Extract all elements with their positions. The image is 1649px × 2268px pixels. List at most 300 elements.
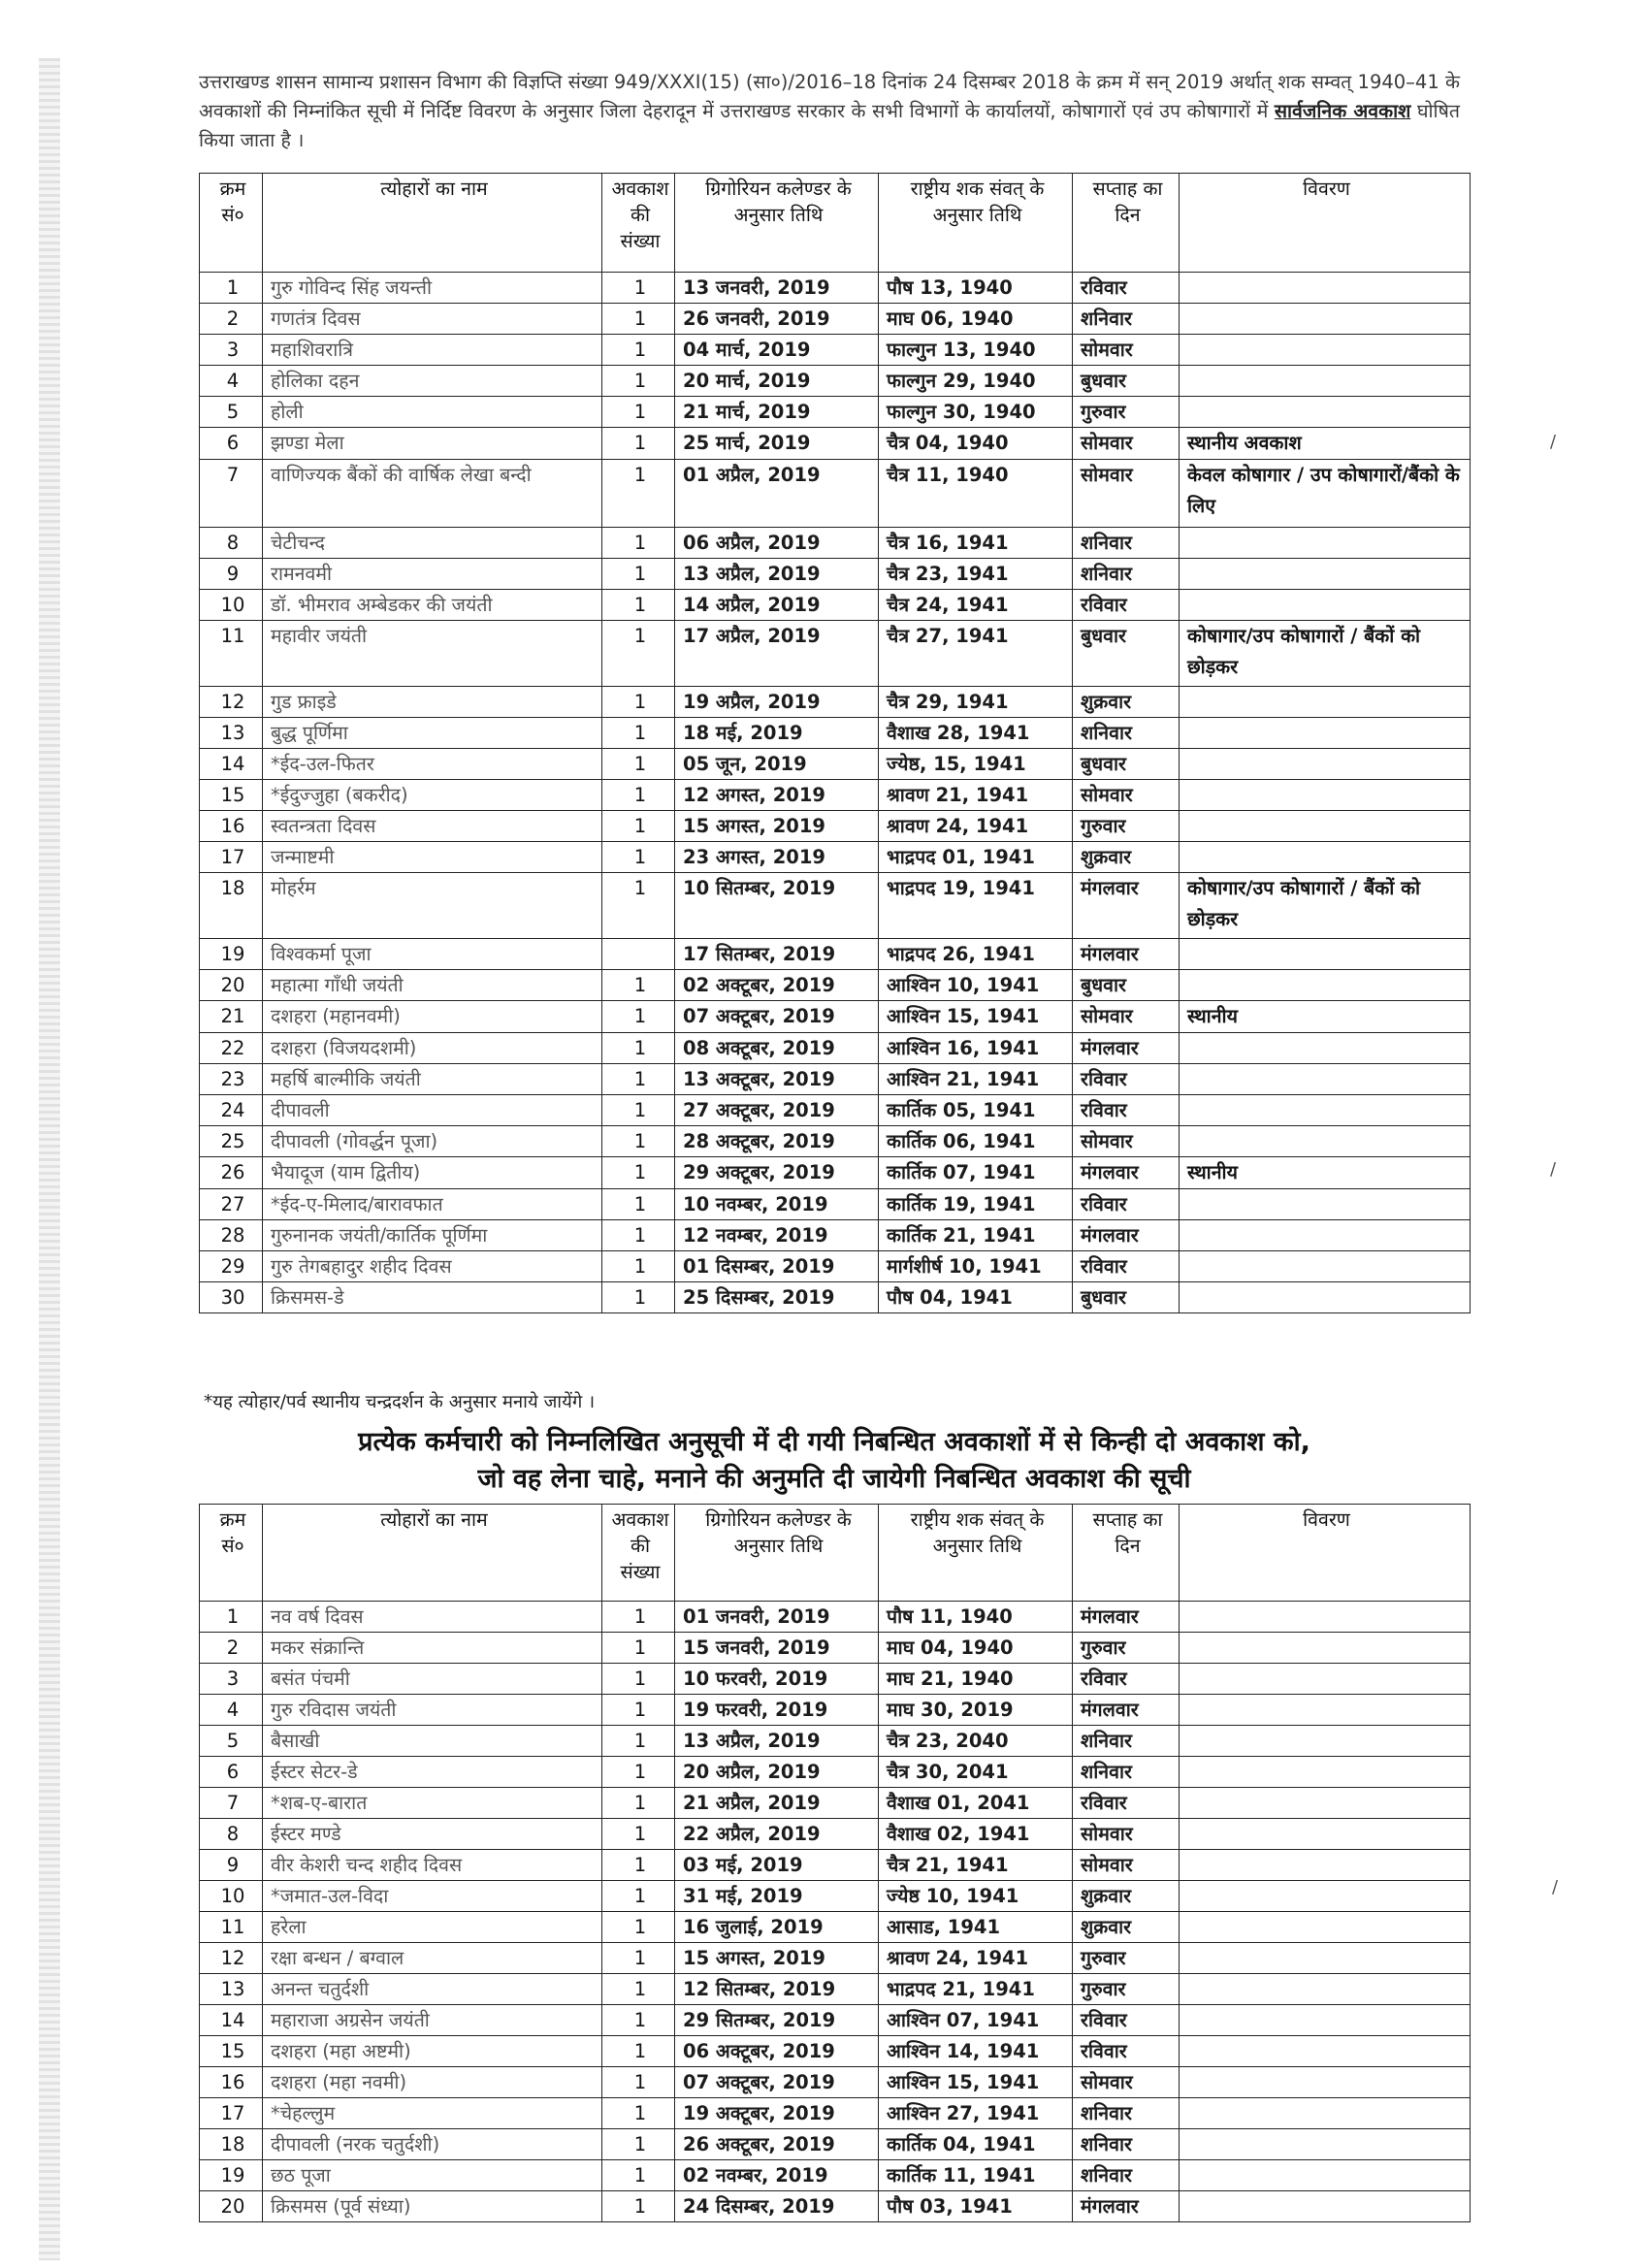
row-name: मोहर्रम <box>263 873 602 939</box>
restricted-heading <box>199 1424 1470 1498</box>
row-shaka-date: चैत्र 29, 1941 <box>879 687 1073 718</box>
row-greg-date: 14 अप्रैल, 2019 <box>675 590 879 621</box>
row-count: 1 <box>602 428 675 460</box>
row-greg-date: 13 अप्रैल, 2019 <box>675 1726 879 1757</box>
row-greg-date: 06 अप्रैल, 2019 <box>675 528 879 559</box>
col-header-shaka: राष्ट्रीय शक संवत् के अनुसार तिथि <box>879 174 1073 273</box>
row-name: वीर केशरी चन्द शहीद दिवस <box>263 1850 602 1881</box>
row-sno: 19 <box>200 939 263 970</box>
restricted-heading-line1: प्रत्येक कर्मचारी को निम्नलिखित अनुसूची में दी गयी निबन्धित अवकाशों में से किन्ही दो अवकाश को, <box>358 1427 1310 1457</box>
row-greg-date: 07 अक्टूबर, 2019 <box>675 1001 879 1033</box>
row-remark <box>1180 397 1471 428</box>
row-shaka-date: आश्विन 15, 1941 <box>879 2067 1073 2098</box>
row-name: महाशिवरात्रि <box>263 335 602 366</box>
row-shaka-date: भाद्रपद 01, 1941 <box>879 842 1073 873</box>
table-row <box>200 1819 1471 1850</box>
row-name: *शब-ए-बारात <box>263 1788 602 1819</box>
row-count: 1 <box>602 2098 675 2129</box>
row-count: 1 <box>602 1943 675 1974</box>
row-sno: 19 <box>200 2160 263 2191</box>
table-header-row <box>200 174 1471 273</box>
row-name: दशहरा (महानवमी) <box>263 1001 602 1033</box>
row-day: रविवार <box>1073 1788 1180 1819</box>
restricted-holidays-table <box>199 1504 1471 2222</box>
footnote: *यह त्योहार/पर्व स्थानीय चन्द्रदर्शन के अनुसार मनाये जायेंगे । <box>204 1392 596 1412</box>
row-count: 1 <box>602 304 675 335</box>
row-name: नव वर्ष दिवस <box>263 1602 602 1633</box>
row-shaka-date: पौष 03, 1941 <box>879 2191 1073 2222</box>
row-shaka-date: मार्गशीर्ष 10, 1941 <box>879 1251 1073 1282</box>
row-day: शनिवार <box>1073 718 1180 749</box>
table-row <box>200 1788 1471 1819</box>
row-sno: 6 <box>200 428 263 460</box>
row-remark <box>1180 1095 1471 1126</box>
intro-text: उत्तराखण्ड शासन सामान्य प्रशासन विभाग की विज्ञप्ति संख्या 949/XXXI(15) (सा०)/2016–18 दिनांक 24 दिसम्बर 2018 के क्रम में सन् 2019 अर्थात् शक सम्वत् 1940–41 के अवकाशों की निम्नांकित सूची में निर्दिष्ट विवरण के अनुसार जिला देहरादून में उत्तराखण्ड सरकार के सभी विभागों के कार्यालयों, कोषागारों एवं उप कोषागारों में <box>199 71 1460 122</box>
row-shaka-date: चैत्र 21, 1941 <box>879 1850 1073 1881</box>
row-sno: 16 <box>200 811 263 842</box>
row-remark <box>1180 687 1471 718</box>
row-count: 1 <box>602 2067 675 2098</box>
row-greg-date: 31 मई, 2019 <box>675 1881 879 1912</box>
row-greg-date: 01 दिसम्बर, 2019 <box>675 1251 879 1282</box>
row-shaka-date: कार्तिक 04, 1941 <box>879 2129 1073 2160</box>
row-shaka-date: चैत्र 16, 1941 <box>879 528 1073 559</box>
row-count: 1 <box>602 1064 675 1095</box>
row-day: सोमवार <box>1073 2067 1180 2098</box>
row-sno: 18 <box>200 2129 263 2160</box>
row-name: गुड फ्राइडे <box>263 687 602 718</box>
row-sno: 13 <box>200 1974 263 2005</box>
row-remark: केवल कोषागार / उप कोषागारों/बैंको के लिए <box>1180 460 1471 528</box>
row-remark <box>1180 528 1471 559</box>
row-sno: 2 <box>200 304 263 335</box>
row-greg-date: 22 अप्रैल, 2019 <box>675 1819 879 1850</box>
row-remark <box>1180 1788 1471 1819</box>
row-greg-date: 10 फरवरी, 2019 <box>675 1664 879 1695</box>
table-row <box>200 811 1471 842</box>
row-remark <box>1180 842 1471 873</box>
row-name: बसंत पंचमी <box>263 1664 602 1695</box>
table-row <box>200 528 1471 559</box>
row-name: डॉ. भीमराव अम्बेडकर की जयंती <box>263 590 602 621</box>
row-greg-date: 19 फरवरी, 2019 <box>675 1695 879 1726</box>
row-day: बुधवार <box>1073 970 1180 1001</box>
row-greg-date: 27 अक्टूबर, 2019 <box>675 1095 879 1126</box>
row-greg-date: 13 अप्रैल, 2019 <box>675 559 879 590</box>
row-count: 1 <box>602 1001 675 1033</box>
row-count: 1 <box>602 460 675 528</box>
row-day: शुक्रवार <box>1073 1912 1180 1943</box>
row-sno: 22 <box>200 1033 263 1064</box>
table-row <box>200 873 1471 939</box>
row-name: महाराजा अग्रसेन जयंती <box>263 2005 602 2036</box>
row-shaka-date: चैत्र 23, 2040 <box>879 1726 1073 1757</box>
row-name: दशहरा (महा अष्टमी) <box>263 2036 602 2067</box>
col-header-shaka: राष्ट्रीय शक संवत् के अनुसार तिथि <box>879 1505 1073 1602</box>
row-count: 1 <box>602 1126 675 1157</box>
row-shaka-date: कार्तिक 07, 1941 <box>879 1157 1073 1189</box>
row-name: भैयादूज (याम द्वितीय) <box>263 1157 602 1189</box>
row-day: सोमवार <box>1073 1819 1180 1850</box>
row-day: रविवार <box>1073 1664 1180 1695</box>
row-shaka-date: वैशाख 28, 1941 <box>879 718 1073 749</box>
row-shaka-date: आश्विन 14, 1941 <box>879 2036 1073 2067</box>
row-day: सोमवार <box>1073 460 1180 528</box>
table-row <box>200 2129 1471 2160</box>
table-row <box>200 1602 1471 1633</box>
row-count: 1 <box>602 1251 675 1282</box>
row-count: 1 <box>602 1602 675 1633</box>
row-count: 1 <box>602 749 675 780</box>
row-day: गुरुवार <box>1073 397 1180 428</box>
margin-mark: / <box>1552 1877 1559 1897</box>
row-sno: 6 <box>200 1757 263 1788</box>
table-row <box>200 2005 1471 2036</box>
row-remark <box>1180 273 1471 304</box>
row-shaka-date: भाद्रपद 26, 1941 <box>879 939 1073 970</box>
row-remark <box>1180 1664 1471 1695</box>
row-name: गुरु तेगबहादुर शहीद दिवस <box>263 1251 602 1282</box>
row-remark: स्थानीय <box>1180 1157 1471 1189</box>
row-sno: 11 <box>200 621 263 687</box>
row-sno: 27 <box>200 1189 263 1220</box>
table-row <box>200 1251 1471 1282</box>
row-sno: 23 <box>200 1064 263 1095</box>
row-day: शनिवार <box>1073 304 1180 335</box>
col-header-count: अवकाश की संख्या <box>602 1505 675 1602</box>
row-count: 1 <box>602 1726 675 1757</box>
row-greg-date: 29 सितम्बर, 2019 <box>675 2005 879 2036</box>
row-name: *ईद-उल-फितर <box>263 749 602 780</box>
row-name: दशहरा (महा नवमी) <box>263 2067 602 2098</box>
table-row <box>200 1695 1471 1726</box>
row-name: रक्षा बन्धन / बग्वाल <box>263 1943 602 1974</box>
table-row <box>200 1757 1471 1788</box>
row-day: बुधवार <box>1073 1282 1180 1313</box>
table-row <box>200 2191 1471 2222</box>
row-greg-date: 13 जनवरी, 2019 <box>675 273 879 304</box>
row-remark <box>1180 939 1471 970</box>
table-row <box>200 1095 1471 1126</box>
row-shaka-date: आश्विन 10, 1941 <box>879 970 1073 1001</box>
table-row <box>200 460 1471 528</box>
row-remark <box>1180 718 1471 749</box>
row-count: 1 <box>602 718 675 749</box>
row-greg-date: 23 अगस्त, 2019 <box>675 842 879 873</box>
row-remark <box>1180 1757 1471 1788</box>
row-remark <box>1180 1126 1471 1157</box>
row-sno: 17 <box>200 2098 263 2129</box>
table-row <box>200 1912 1471 1943</box>
table-row <box>200 970 1471 1001</box>
row-count: 1 <box>602 1282 675 1313</box>
row-remark <box>1180 1881 1471 1912</box>
row-greg-date: 12 अगस्त, 2019 <box>675 780 879 811</box>
row-shaka-date: चैत्र 11, 1940 <box>879 460 1073 528</box>
row-sno: 3 <box>200 1664 263 1695</box>
row-sno: 15 <box>200 780 263 811</box>
row-day: मंगलवार <box>1073 1602 1180 1633</box>
col-header-name: त्योहारों का नाम <box>263 1505 602 1602</box>
table-row <box>200 1033 1471 1064</box>
row-name: *चेहल्लुम <box>263 2098 602 2129</box>
row-day: रविवार <box>1073 1189 1180 1220</box>
row-day: रविवार <box>1073 1064 1180 1095</box>
row-count: 1 <box>602 811 675 842</box>
row-day: मंगलवार <box>1073 1695 1180 1726</box>
row-remark <box>1180 1189 1471 1220</box>
row-name: विश्वकर्मा पूजा <box>263 939 602 970</box>
row-name: *ईद-ए-मिलाद/बारावफात <box>263 1189 602 1220</box>
row-remark <box>1180 1695 1471 1726</box>
row-day: रविवार <box>1073 2036 1180 2067</box>
row-greg-date: 03 मई, 2019 <box>675 1850 879 1881</box>
row-name: गुरु रविदास जयंती <box>263 1695 602 1726</box>
row-name: झण्डा मेला <box>263 428 602 460</box>
table-row <box>200 780 1471 811</box>
table-row <box>200 2036 1471 2067</box>
row-greg-date: 13 अक्टूबर, 2019 <box>675 1064 879 1095</box>
row-greg-date: 17 अप्रैल, 2019 <box>675 621 879 687</box>
row-shaka-date: वैशाख 02, 1941 <box>879 1819 1073 1850</box>
row-day: गुरुवार <box>1073 1974 1180 2005</box>
row-day: शनिवार <box>1073 1757 1180 1788</box>
row-greg-date: 12 सितम्बर, 2019 <box>675 1974 879 2005</box>
table-row <box>200 273 1471 304</box>
row-name: दीपावली (गोवर्द्धन पूजा) <box>263 1126 602 1157</box>
row-greg-date: 24 दिसम्बर, 2019 <box>675 2191 879 2222</box>
row-shaka-date: भाद्रपद 19, 1941 <box>879 873 1073 939</box>
table-row <box>200 559 1471 590</box>
row-shaka-date: श्रावण 24, 1941 <box>879 811 1073 842</box>
row-name: अनन्त चतुर्दशी <box>263 1974 602 2005</box>
row-shaka-date: माघ 30, 2019 <box>879 1695 1073 1726</box>
row-shaka-date: माघ 04, 1940 <box>879 1633 1073 1664</box>
row-shaka-date: फाल्गुन 30, 1940 <box>879 397 1073 428</box>
col-header-day: सप्ताह का दिन <box>1073 174 1180 273</box>
row-sno: 28 <box>200 1220 263 1251</box>
row-sno: 4 <box>200 366 263 397</box>
col-header-remark: विवरण <box>1180 174 1471 273</box>
row-name: दीपावली <box>263 1095 602 1126</box>
row-count: 1 <box>602 1189 675 1220</box>
row-count: 1 <box>602 1974 675 2005</box>
row-name: ईस्टर मण्डे <box>263 1819 602 1850</box>
row-remark <box>1180 1850 1471 1881</box>
row-count: 1 <box>602 1695 675 1726</box>
row-count: 1 <box>602 1095 675 1126</box>
row-sno: 15 <box>200 2036 263 2067</box>
row-sno: 5 <box>200 1726 263 1757</box>
row-day: रविवार <box>1073 590 1180 621</box>
row-day: शनिवार <box>1073 528 1180 559</box>
col-header-greg: ग्रिगोरियन कलेण्डर के अनुसार तिथि <box>675 174 879 273</box>
row-greg-date: 16 जुलाई, 2019 <box>675 1912 879 1943</box>
row-sno: 12 <box>200 687 263 718</box>
row-shaka-date: पौष 11, 1940 <box>879 1602 1073 1633</box>
row-remark <box>1180 1602 1471 1633</box>
row-shaka-date: कार्तिक 05, 1941 <box>879 1095 1073 1126</box>
row-greg-date: 17 सितम्बर, 2019 <box>675 939 879 970</box>
row-day: बुधवार <box>1073 366 1180 397</box>
row-greg-date: 10 सितम्बर, 2019 <box>675 873 879 939</box>
row-count: 1 <box>602 1033 675 1064</box>
row-count: 1 <box>602 2036 675 2067</box>
col-header-day: सप्ताह का दिन <box>1073 1505 1180 1602</box>
row-greg-date: 20 अप्रैल, 2019 <box>675 1757 879 1788</box>
row-greg-date: 18 मई, 2019 <box>675 718 879 749</box>
row-shaka-date: पौष 04, 1941 <box>879 1282 1073 1313</box>
table-row <box>200 1726 1471 1757</box>
row-count: 1 <box>602 1220 675 1251</box>
row-name: *जमात-उल-विदा <box>263 1881 602 1912</box>
margin-mark: / <box>1550 1159 1557 1180</box>
row-day: बुधवार <box>1073 621 1180 687</box>
row-greg-date: 19 अक्टूबर, 2019 <box>675 2098 879 2129</box>
row-shaka-date: आश्विन 07, 1941 <box>879 2005 1073 2036</box>
row-remark <box>1180 2098 1471 2129</box>
row-sno: 2 <box>200 1633 263 1664</box>
row-day: मंगलवार <box>1073 1033 1180 1064</box>
table-row <box>200 590 1471 621</box>
row-greg-date: 05 जून, 2019 <box>675 749 879 780</box>
scan-edge-artifact <box>39 58 60 2260</box>
row-sno: 16 <box>200 2067 263 2098</box>
row-day: शनिवार <box>1073 2129 1180 2160</box>
row-count: 1 <box>602 873 675 939</box>
row-day: सोमवार <box>1073 1001 1180 1033</box>
row-remark: कोषागार/उप कोषागारों / बैंकों को छोड़कर <box>1180 621 1471 687</box>
public-holidays-table <box>199 173 1471 1313</box>
table-row <box>200 621 1471 687</box>
row-sno: 7 <box>200 1788 263 1819</box>
row-shaka-date: चैत्र 27, 1941 <box>879 621 1073 687</box>
row-sno: 9 <box>200 559 263 590</box>
row-sno: 25 <box>200 1126 263 1157</box>
row-remark <box>1180 590 1471 621</box>
row-greg-date: 01 जनवरी, 2019 <box>675 1602 879 1633</box>
row-greg-date: 02 नवम्बर, 2019 <box>675 2160 879 2191</box>
row-sno: 11 <box>200 1912 263 1943</box>
row-remark <box>1180 1726 1471 1757</box>
row-greg-date: 25 दिसम्बर, 2019 <box>675 1282 879 1313</box>
table-row <box>200 1001 1471 1033</box>
row-greg-date: 04 मार्च, 2019 <box>675 335 879 366</box>
row-greg-date: 10 नवम्बर, 2019 <box>675 1189 879 1220</box>
margin-mark: / <box>1550 432 1557 452</box>
row-shaka-date: आसाड, 1941 <box>879 1912 1073 1943</box>
row-count: 1 <box>602 590 675 621</box>
restricted-heading-line2: जो वह लेना चाहे, मनाने की अनुमति दी जायेगी निबन्धित अवकाश की सूची <box>477 1464 1191 1494</box>
row-remark <box>1180 304 1471 335</box>
row-day: गुरुवार <box>1073 1633 1180 1664</box>
row-name: गुरुनानक जयंती/कार्तिक पूर्णिमा <box>263 1220 602 1251</box>
row-name: जन्माष्टमी <box>263 842 602 873</box>
row-day: मंगलवार <box>1073 2191 1180 2222</box>
row-greg-date: 06 अक्टूबर, 2019 <box>675 2036 879 2067</box>
row-shaka-date: पौष 13, 1940 <box>879 273 1073 304</box>
row-remark: कोषागार/उप कोषागारों / बैंकों को छोड़कर <box>1180 873 1471 939</box>
row-name: होली <box>263 397 602 428</box>
row-remark <box>1180 1220 1471 1251</box>
row-remark <box>1180 1633 1471 1664</box>
row-shaka-date: माघ 21, 1940 <box>879 1664 1073 1695</box>
row-day: बुधवार <box>1073 749 1180 780</box>
row-name: बुद्ध पूर्णिमा <box>263 718 602 749</box>
row-count <box>602 939 675 970</box>
row-sno: 17 <box>200 842 263 873</box>
row-sno: 5 <box>200 397 263 428</box>
table-row <box>200 1633 1471 1664</box>
row-greg-date: 15 अगस्त, 2019 <box>675 1943 879 1974</box>
row-shaka-date: वैशाख 01, 2041 <box>879 1788 1073 1819</box>
row-remark <box>1180 335 1471 366</box>
row-count: 1 <box>602 687 675 718</box>
row-shaka-date: कार्तिक 06, 1941 <box>879 1126 1073 1157</box>
row-day: शनिवार <box>1073 559 1180 590</box>
row-shaka-date: कार्तिक 21, 1941 <box>879 1220 1073 1251</box>
row-greg-date: 15 अगस्त, 2019 <box>675 811 879 842</box>
intro-paragraph <box>199 68 1460 155</box>
table-row <box>200 2067 1471 2098</box>
row-count: 1 <box>602 559 675 590</box>
row-count: 1 <box>602 1788 675 1819</box>
row-count: 1 <box>602 2005 675 2036</box>
table-row <box>200 1220 1471 1251</box>
row-name: गणतंत्र दिवस <box>263 304 602 335</box>
row-shaka-date: चैत्र 04, 1940 <box>879 428 1073 460</box>
row-sno: 1 <box>200 1602 263 1633</box>
row-name: हरेला <box>263 1912 602 1943</box>
table-row <box>200 1157 1471 1189</box>
row-remark <box>1180 2129 1471 2160</box>
row-remark <box>1180 749 1471 780</box>
col-header-sno: क्रम सं० <box>200 174 263 273</box>
row-greg-date: 26 जनवरी, 2019 <box>675 304 879 335</box>
row-sno: 14 <box>200 749 263 780</box>
row-remark: स्थानीय अवकाश <box>1180 428 1471 460</box>
col-header-remark: विवरण <box>1180 1505 1471 1602</box>
row-name: क्रिसमस (पूर्व संध्या) <box>263 2191 602 2222</box>
row-remark <box>1180 366 1471 397</box>
row-sno: 1 <box>200 273 263 304</box>
row-sno: 10 <box>200 590 263 621</box>
row-day: सोमवार <box>1073 335 1180 366</box>
row-greg-date: 28 अक्टूबर, 2019 <box>675 1126 879 1157</box>
row-name: होलिका दहन <box>263 366 602 397</box>
row-count: 1 <box>602 780 675 811</box>
row-count: 1 <box>602 335 675 366</box>
row-sno: 18 <box>200 873 263 939</box>
row-remark <box>1180 2191 1471 2222</box>
row-name: रामनवमी <box>263 559 602 590</box>
table-row <box>200 1189 1471 1220</box>
row-name: छठ पूजा <box>263 2160 602 2191</box>
row-sno: 21 <box>200 1001 263 1033</box>
row-count: 1 <box>602 2160 675 2191</box>
row-day: सोमवार <box>1073 1126 1180 1157</box>
row-day: शुक्रवार <box>1073 687 1180 718</box>
row-day: शनिवार <box>1073 1726 1180 1757</box>
row-name: महात्मा गॉंधी जयंती <box>263 970 602 1001</box>
row-remark <box>1180 1819 1471 1850</box>
table-row <box>200 749 1471 780</box>
intro-underlined-text: सार्वजनिक अवकाश <box>1274 100 1411 122</box>
row-day: शुक्रवार <box>1073 1881 1180 1912</box>
row-day: शुक्रवार <box>1073 842 1180 873</box>
row-shaka-date: श्रावण 21, 1941 <box>879 780 1073 811</box>
row-count: 1 <box>602 1633 675 1664</box>
